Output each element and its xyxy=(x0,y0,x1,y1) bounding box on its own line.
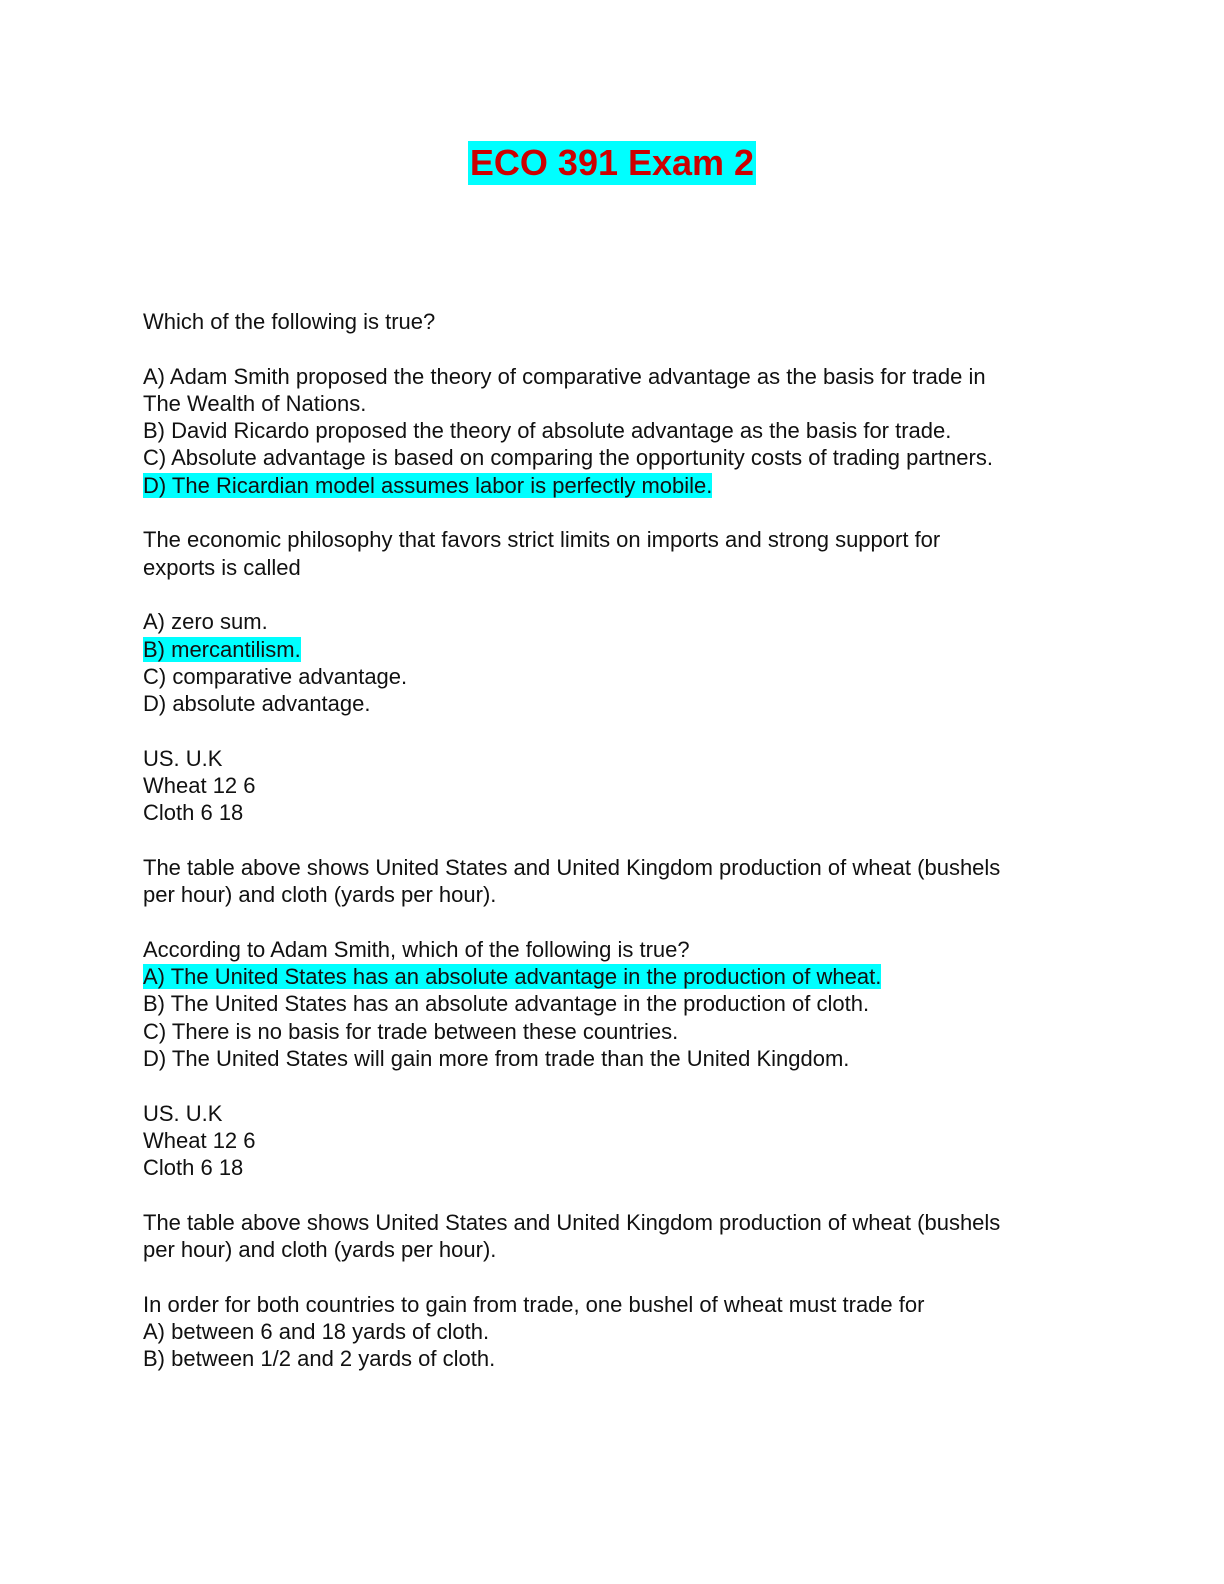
question-2 xyxy=(143,526,1083,717)
question-4-table-header: US. U.K xyxy=(143,1100,223,1126)
question-2-stem-line-1: The economic philosophy that favors strict limits on imports and strong support for xyxy=(143,527,941,553)
question-1-option-c: C) Absolute advantage is based on comparing the opportunity costs of trading partners. xyxy=(143,445,993,471)
question-4-stem: In order for both countries to gain from trade, one bushel of wheat must trade for xyxy=(143,1291,925,1317)
question-3-option-a-highlighted-answer: A) The United States has an absolute advantage in the production of wheat. xyxy=(143,964,882,990)
page-title: ECO 391 Exam 2 xyxy=(469,142,755,183)
exam-body xyxy=(143,308,1083,1373)
question-3-option-b: B) The United States has an absolute advantage in the production of cloth. xyxy=(143,991,870,1017)
question-4-table-row-cloth: Cloth 6 18 xyxy=(143,1155,244,1181)
question-1-option-a: A) Adam Smith proposed the theory of comparative advantage as the basis for trade in xyxy=(143,363,986,389)
question-4-context-line-2: per hour) and cloth (yards per hour). xyxy=(143,1237,497,1263)
question-3-context-line-2: per hour) and cloth (yards per hour). xyxy=(143,882,497,908)
question-2-option-b-highlighted-answer: B) mercantilism. xyxy=(143,636,301,662)
question-3-context-line-1: The table above shows United States and United Kingdom production of wheat (bushels xyxy=(143,854,1001,880)
question-1-stem: Which of the following is true? xyxy=(143,309,436,334)
title-container xyxy=(0,141,1224,185)
question-1-option-b: B) David Ricardo proposed the theory of absolute advantage as the basis for trade. xyxy=(143,418,952,444)
question-2-option-d: D) absolute advantage. xyxy=(143,691,371,717)
question-3-option-d: D) The United States will gain more from trade than the United Kingdom. xyxy=(143,1046,850,1072)
question-3-table-header: US. U.K xyxy=(143,745,223,771)
question-2-option-c: C) comparative advantage. xyxy=(143,663,408,689)
question-3-option-c: C) There is no basis for trade between these countries. xyxy=(143,1018,679,1044)
question-2-option-a: A) zero sum. xyxy=(143,609,268,635)
question-4-option-a: A) between 6 and 18 yards of cloth. xyxy=(143,1318,490,1344)
question-3-stem: According to Adam Smith, which of the following is true? xyxy=(143,936,690,962)
question-3-table-row-wheat: Wheat 12 6 xyxy=(143,773,256,799)
question-4-table-row-wheat: Wheat 12 6 xyxy=(143,1127,256,1153)
question-3 xyxy=(143,745,1083,1073)
question-2-stem-line-2: exports is called xyxy=(143,554,301,580)
question-1 xyxy=(143,308,1083,499)
question-4-option-b: B) between 1/2 and 2 yards of cloth. xyxy=(143,1346,496,1372)
question-4-context-line-1: The table above shows United States and United Kingdom production of wheat (bushels xyxy=(143,1209,1001,1235)
question-1-option-d-highlighted-answer: D) The Ricardian model assumes labor is perfectly mobile. xyxy=(143,472,713,498)
question-3-table-row-cloth: Cloth 6 18 xyxy=(143,800,244,826)
question-4 xyxy=(143,1100,1083,1373)
question-1-option-a-cont: The Wealth of Nations. xyxy=(143,390,367,416)
